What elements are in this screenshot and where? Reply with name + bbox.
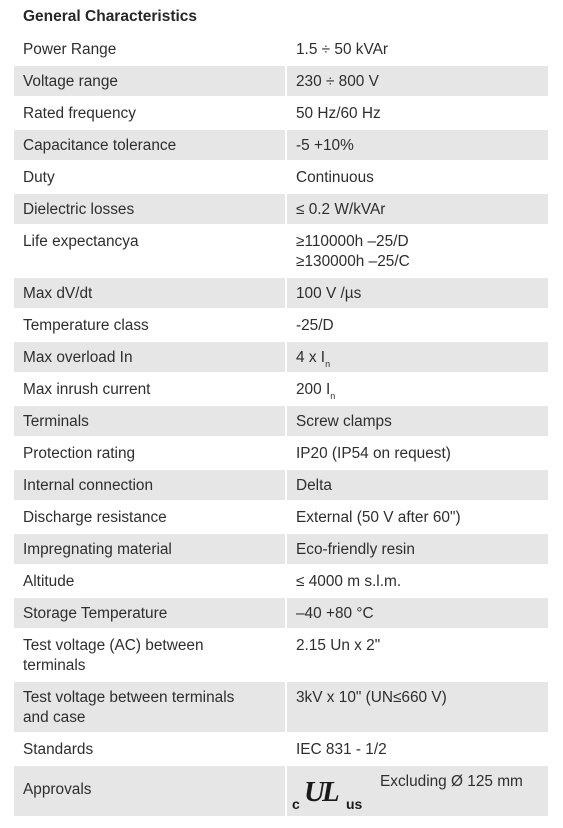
label-line: terminals	[23, 657, 86, 674]
row-label: Rated frequency	[14, 97, 286, 129]
row-value: –40 +80 °C	[286, 597, 548, 629]
value-main: 4 x I	[296, 349, 326, 366]
row-value: External (50 V after 60")	[286, 501, 548, 533]
table-row	[14, 733, 548, 765]
table-row	[14, 277, 548, 309]
row-value: Screw clamps	[286, 405, 548, 437]
table-row	[14, 469, 548, 501]
table-row	[14, 405, 548, 437]
label-line: Test voltage between terminals	[23, 689, 235, 706]
row-label: Max overload In	[14, 341, 286, 373]
row-value: -5 +10%	[286, 129, 548, 161]
approvals-label: Approvals	[23, 781, 92, 798]
table-row	[14, 309, 548, 341]
ul-mark-letters: UL	[304, 776, 337, 808]
row-value	[286, 765, 548, 817]
table-row	[14, 533, 548, 565]
value-subscript: n	[330, 391, 336, 401]
table-row	[14, 129, 548, 161]
row-label: Dielectric losses	[14, 193, 286, 225]
row-label: Power Range	[14, 34, 286, 65]
table-row	[14, 597, 548, 629]
table-row	[14, 629, 548, 681]
approvals-note: Excluding Ø 125 mm	[380, 773, 523, 790]
row-value: 3kV x 10" (UN≤660 V)	[286, 681, 548, 733]
label-line: and case	[23, 709, 86, 726]
row-label: Voltage range	[14, 65, 286, 97]
table-row	[14, 34, 548, 65]
row-label: Standards	[14, 733, 286, 765]
row-value: 230 ÷ 800 V	[286, 65, 548, 97]
table-row	[14, 65, 548, 97]
row-value: ≤ 4000 m s.l.m.	[286, 565, 548, 597]
table-row	[14, 161, 548, 193]
table-row	[14, 501, 548, 533]
row-value	[286, 341, 548, 373]
value-line: ≥130000h –25/C	[296, 253, 410, 270]
row-value: Eco-friendly resin	[286, 533, 548, 565]
table-row	[14, 565, 548, 597]
row-value: -25/D	[286, 309, 548, 341]
row-label: Internal connection	[14, 469, 286, 501]
section-title: General Characteristics	[23, 8, 198, 25]
table-row	[14, 97, 548, 129]
row-label: Temperature class	[14, 309, 286, 341]
characteristics-table	[14, 34, 548, 818]
table-row	[14, 437, 548, 469]
row-label	[14, 765, 286, 817]
value-main: 200 I	[296, 381, 331, 398]
table-row	[14, 341, 548, 373]
table-row	[14, 681, 548, 733]
row-value: 2.15 Un x 2"	[286, 629, 548, 681]
c-mark-letter: c	[292, 796, 300, 812]
row-value: 50 Hz/60 Hz	[286, 97, 548, 129]
row-value: Delta	[286, 469, 548, 501]
row-value: ≤ 0.2 W/kVAr	[286, 193, 548, 225]
row-value: IEC 831 - 1/2	[286, 733, 548, 765]
row-value: 100 V /µs	[286, 277, 548, 309]
row-value: 1.5 ÷ 50 kVAr	[286, 34, 548, 65]
row-label: Duty	[14, 161, 286, 193]
table-row	[14, 225, 548, 277]
table-row	[14, 193, 548, 225]
row-label: Impregnating material	[14, 533, 286, 565]
table-row	[14, 765, 548, 817]
approvals-value	[292, 772, 548, 812]
label-line: Test voltage (AC) between	[23, 637, 204, 654]
us-mark-letters: us	[346, 796, 363, 812]
row-value: Continuous	[286, 161, 548, 193]
row-label: Altitude	[14, 565, 286, 597]
row-value: IP20 (IP54 on request)	[286, 437, 548, 469]
row-label: Capacitance tolerance	[14, 129, 286, 161]
row-value	[286, 373, 548, 405]
row-label	[14, 681, 286, 733]
row-label: Max inrush current	[14, 373, 286, 405]
value-line: ≥110000h –25/D	[296, 233, 409, 250]
row-label	[14, 629, 286, 681]
row-label: Life expectancya	[14, 225, 286, 277]
row-label: Storage Temperature	[14, 597, 286, 629]
row-value	[286, 225, 548, 277]
value-subscript: n	[325, 359, 331, 369]
row-label: Protection rating	[14, 437, 286, 469]
row-label: Terminals	[14, 405, 286, 437]
table-row	[14, 373, 548, 405]
row-label: Max dV/dt	[14, 277, 286, 309]
row-label: Discharge resistance	[14, 501, 286, 533]
cul-us-listing-mark-icon	[290, 774, 370, 812]
